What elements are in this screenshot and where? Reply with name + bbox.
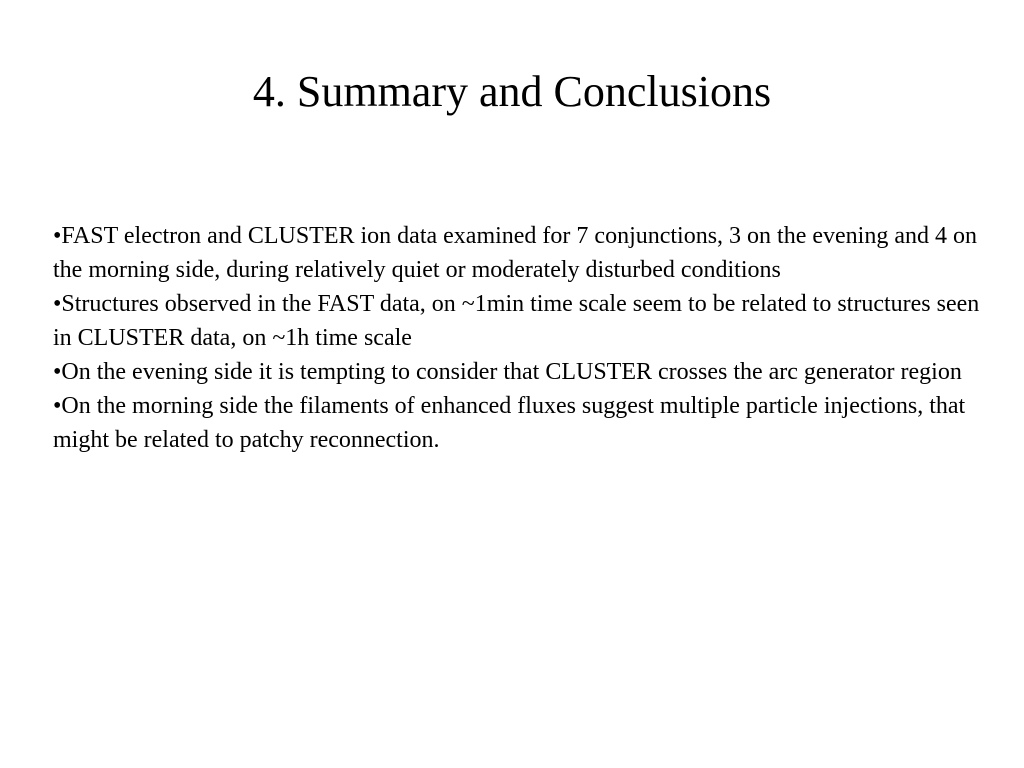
bullet-text: On the evening side it is tempting to consider that CLUSTER crosses the arc generator region [61, 359, 962, 385]
bullet-icon: • [53, 291, 62, 317]
bullet-item [53, 287, 988, 355]
bullet-text: Structures observed in the FAST data, on ~1min time scale seem to be related to structures seen in CLUSTER data, on ~1h time scale [53, 291, 980, 351]
bullet-icon: • [53, 359, 62, 385]
bullet-item [53, 389, 988, 457]
bullet-item [53, 219, 988, 287]
bullet-text: On the morning side the filaments of enhanced fluxes suggest multiple particle injections, that might be related to patchy reconnection. [53, 393, 966, 453]
bullet-item [53, 355, 988, 389]
bullet-icon: • [53, 223, 62, 249]
bullet-icon: • [53, 393, 62, 419]
bullet-list [53, 219, 988, 457]
bullet-text: FAST electron and CLUSTER ion data examined for 7 conjunctions, 3 on the evening and 4 on the morning side, during relatively quiet or moderately disturbed conditions [53, 223, 978, 283]
slide-title: 4. Summary and Conclusions [252, 67, 772, 116]
